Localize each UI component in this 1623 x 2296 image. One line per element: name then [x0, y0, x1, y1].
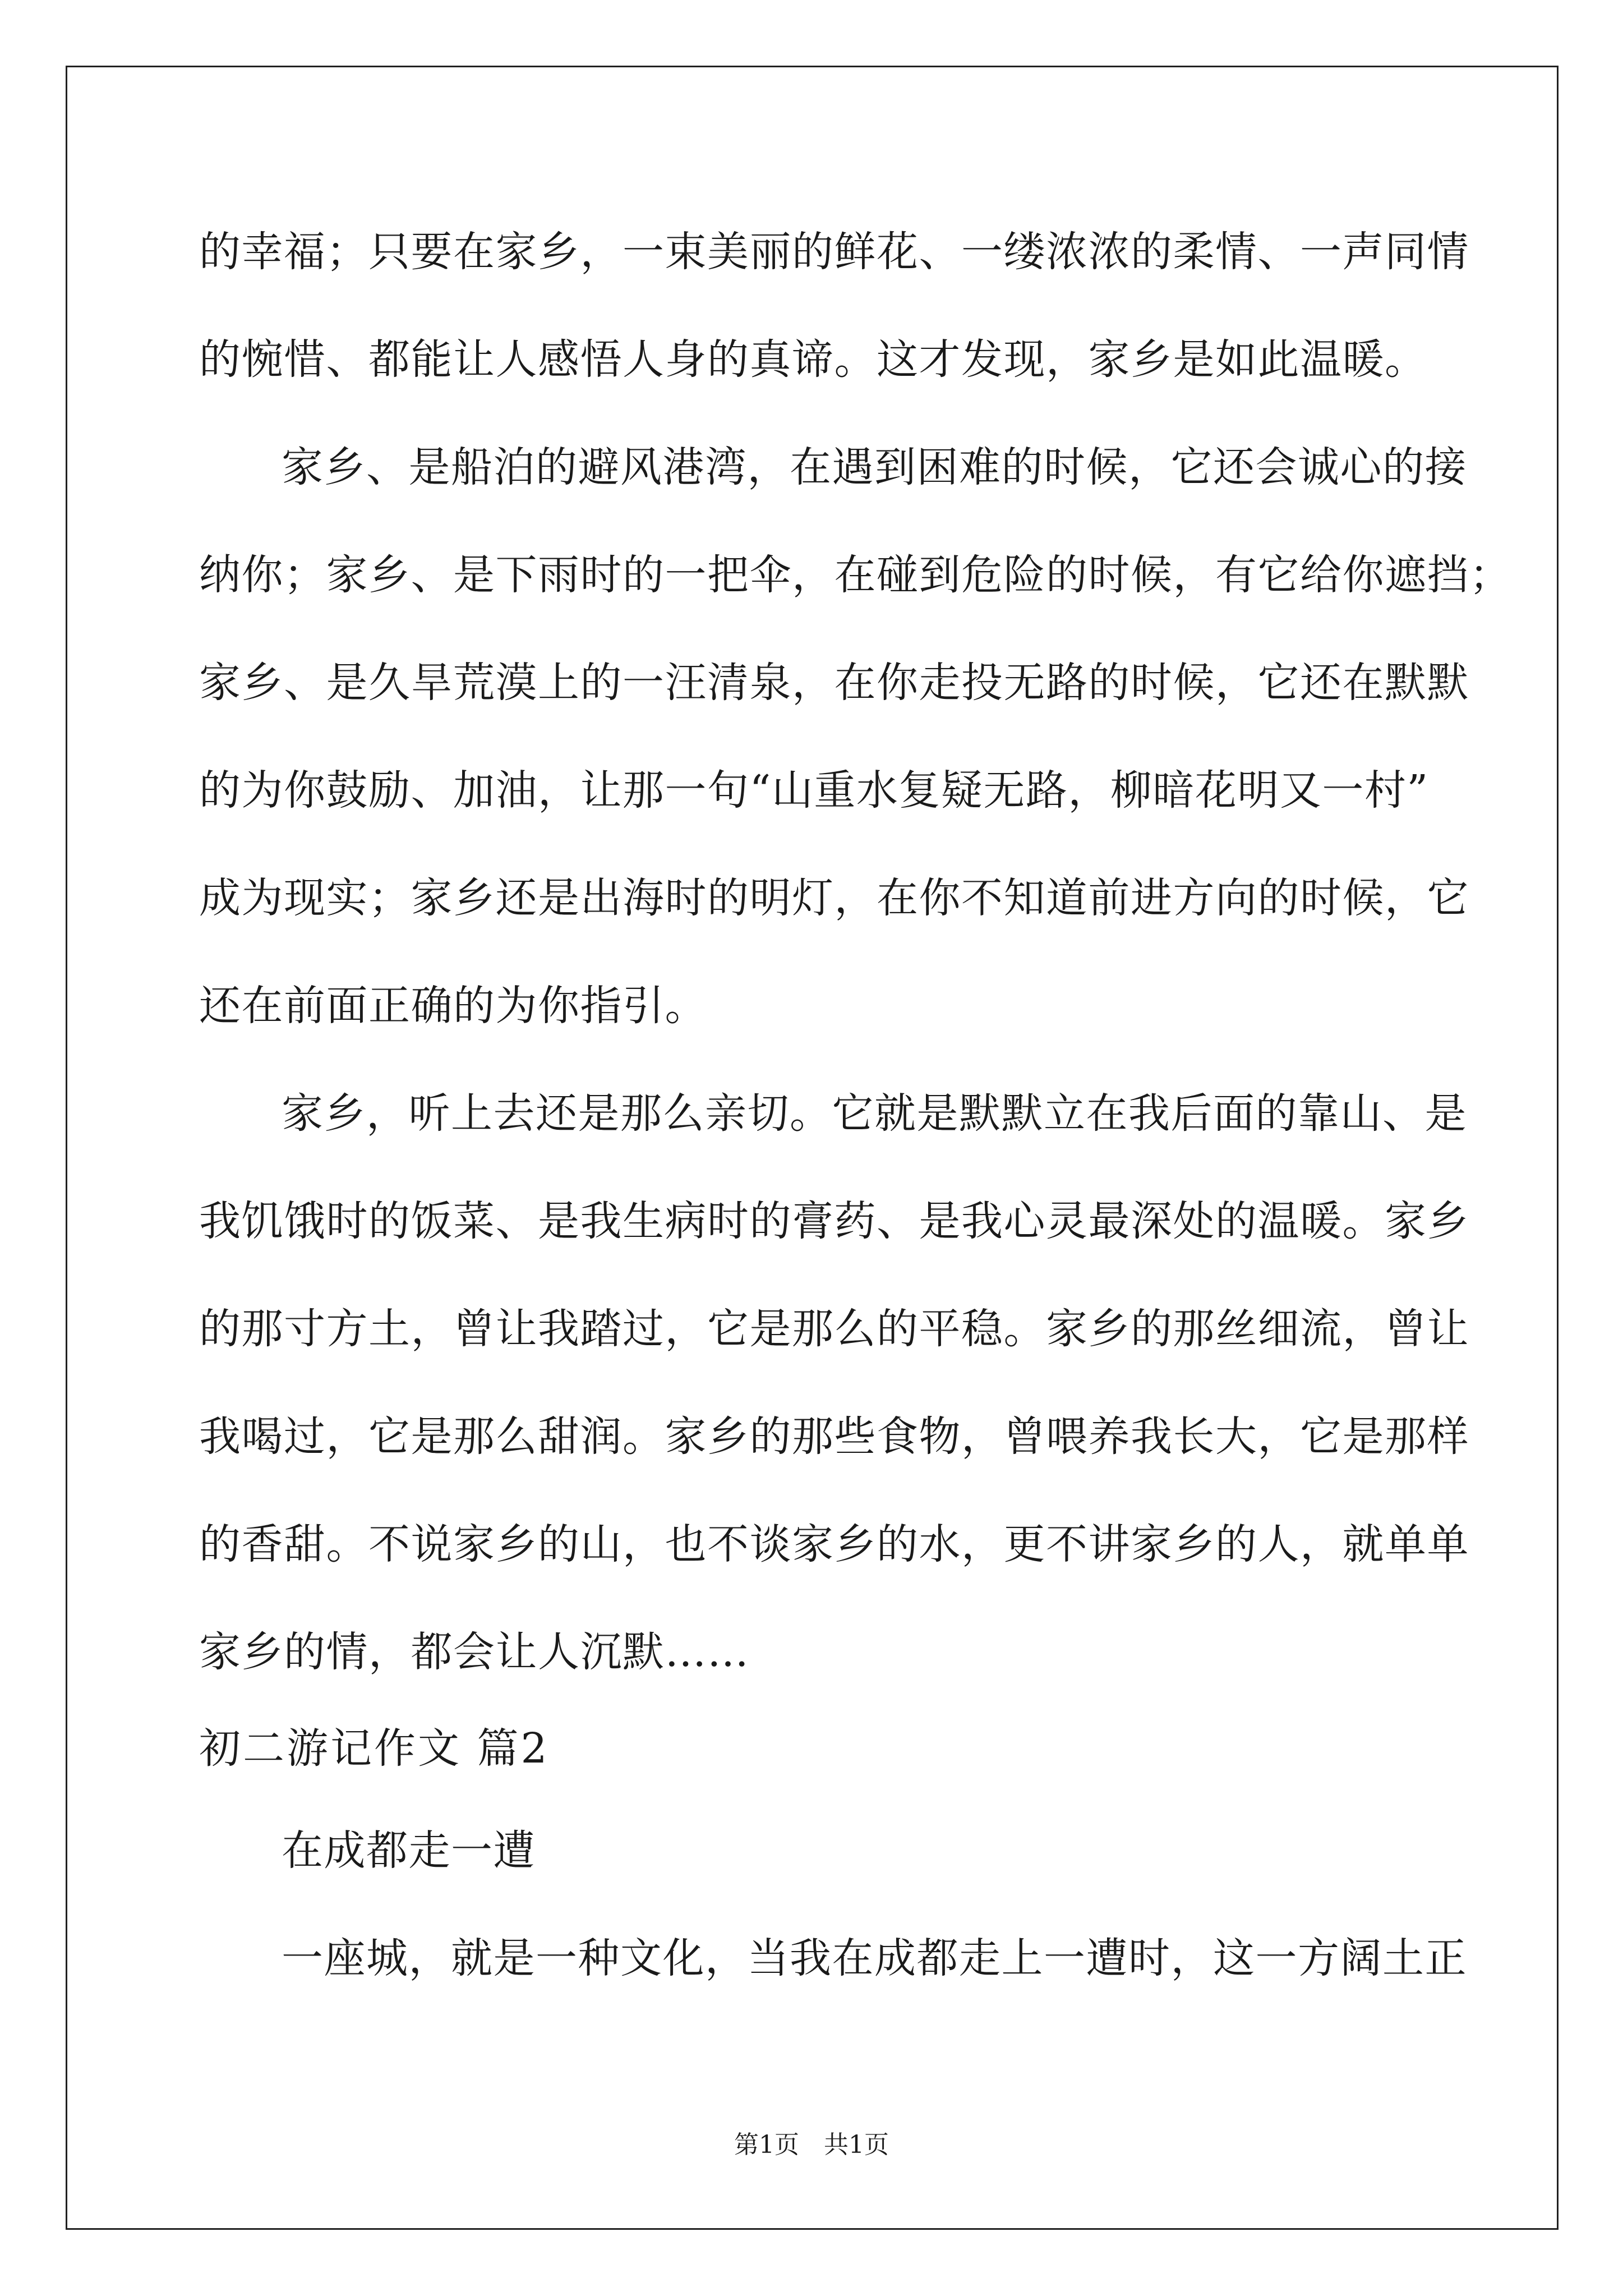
body-line: 我饥饿时的饭菜、是我生病时的膏药、是我心灵最深处的温暖。家乡	[199, 1197, 1469, 1245]
page-number-footer: 第1页 共1页	[734, 2131, 889, 2159]
section-heading: 初二游记作文 篇2	[199, 1724, 550, 1773]
body-line: 我喝过，它是那么甜润。家乡的那些食物，曾喂养我长大，它是那样	[199, 1412, 1469, 1461]
body-line: 家乡的情，都会让人沉默……	[199, 1628, 750, 1676]
body-line: 成为现实；家乡还是出海时的明灯，在你不知道前进方向的时候，它	[199, 874, 1469, 922]
body-line: 的为你鼓励、加油，让那一句“山重水复疑无路，柳暗花明又一村”	[199, 766, 1429, 815]
essay-title: 在成都走一遭	[282, 1826, 536, 1875]
page-border	[66, 66, 1559, 2230]
body-line: 的那寸方土，曾让我踏过，它是那么的平稳。家乡的那丝细流，曾让	[199, 1305, 1469, 1353]
body-line: 的幸福；只要在家乡，一束美丽的鲜花、一缕浓浓的柔情、一声同情	[199, 228, 1469, 276]
body-line: 还在前面正确的为你指引。	[199, 982, 707, 1030]
body-line: 的香甜。不说家乡的山，也不谈家乡的水，更不讲家乡的人，就单单	[199, 1520, 1469, 1568]
body-line: 纳你；家乡、是下雨时的一把伞，在碰到危险的时候，有它给你遮挡；	[199, 551, 1512, 599]
paragraph-start-line: 家乡，听上去还是那么亲切。它就是默默立在我后面的靠山、是	[282, 1089, 1467, 1138]
body-line: 的惋惜、都能让人感悟人身的真谛。这才发现，家乡是如此温暖。	[199, 335, 1427, 384]
body-line: 家乡、是久旱荒漠上的一汪清泉，在你走投无路的时候，它还在默默	[199, 659, 1469, 707]
paragraph-start-line: 一座城，就是一种文化，当我在成都走上一遭时，这一方阔土正	[282, 1934, 1467, 1982]
paragraph-start-line: 家乡、是船泊的避风港湾，在遇到困难的时候，它还会诚心的接	[282, 443, 1467, 491]
